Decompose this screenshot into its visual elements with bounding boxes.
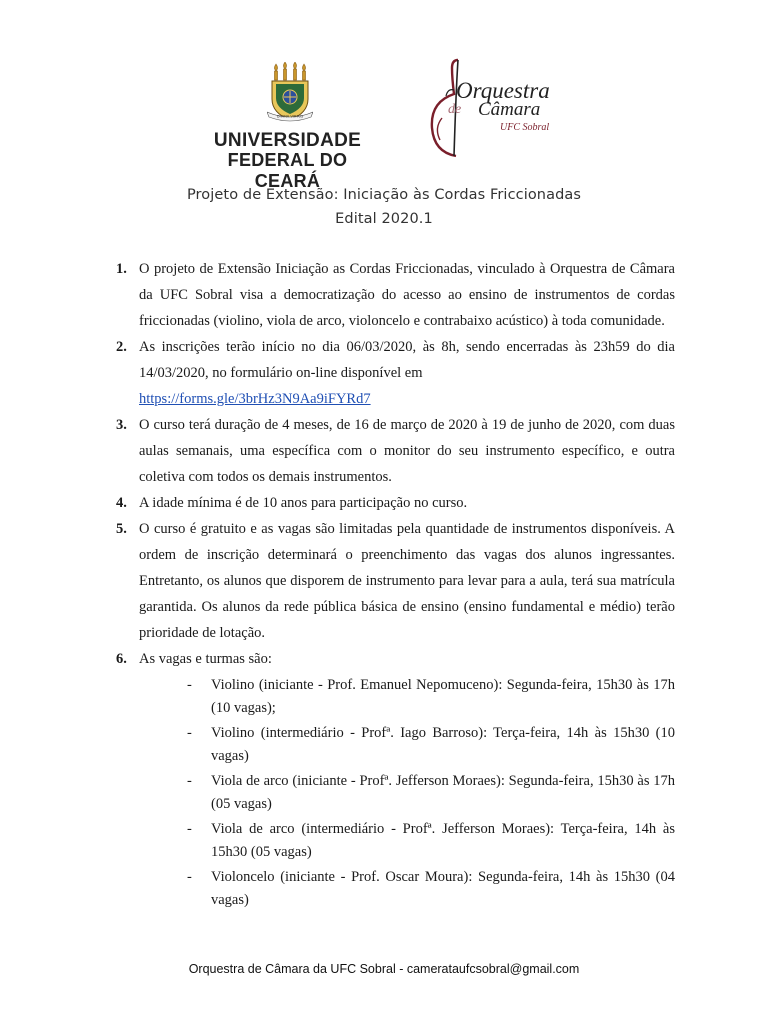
turmas-list (139, 674, 675, 912)
list-item (112, 412, 675, 490)
turma-text: Violino (iniciante - Prof. Emanuel Nepomuceno): Segunda-feira, 15h30 às 17h (10 vagas); (211, 677, 675, 716)
item-number: 6. (116, 651, 127, 667)
camara-word: Câmara (478, 99, 541, 120)
dash-bullet: - (187, 677, 192, 693)
document-subtitle: Edital 2020.1 (335, 211, 433, 227)
item-number: 5. (116, 521, 127, 537)
item-text: O projeto de Extensão Iniciação as Cordas Friccionadas, vinculado à Orquestra de Câmara da UFC Sobral visa a democratização do acesso ao ensino de instrumentos de cordas friccionadas (violino, viola de arco, violoncelo e contrabaixo acústico) à toda comunidade. (139, 261, 675, 329)
item-text: A idade mínima é de 10 anos para participação no curso. (139, 495, 468, 511)
turma-item (185, 818, 675, 864)
dash-bullet: - (187, 725, 192, 741)
document-body (112, 256, 675, 914)
turma-item (185, 770, 675, 816)
ufc-name-line-2: FEDERAL DO CEARÁ (227, 150, 348, 191)
de-word: de (448, 102, 462, 117)
orquestra-logo (418, 56, 568, 166)
list-item (112, 516, 675, 646)
item-number: 3. (116, 417, 127, 433)
item-number: 2. (116, 339, 127, 355)
dash-bullet: - (187, 821, 192, 837)
dash-bullet: - (187, 869, 192, 885)
list-item (112, 256, 675, 334)
turma-text: Viola de arco (intermediário - Profª. Jefferson Moraes): Terça-feira, 14h às 15h30 (05 vagas) (211, 821, 675, 860)
list-item (112, 490, 675, 516)
ufc-motto: DIVINA VIRTUS (276, 114, 304, 119)
turma-item (185, 674, 675, 720)
turma-item (185, 722, 675, 768)
document-title: Projeto de Extensão: Iniciação às Cordas Friccionadas (186, 187, 582, 203)
item-text: O curso terá duração de 4 meses, de 16 de março de 2020 à 19 de junho de 2020, com duas aulas semanais, uma específica com o monitor do seu instrumento específico, e outra coletiva com todos os demais instrumentos. (139, 417, 675, 485)
numbered-list (112, 256, 675, 912)
item-text: O curso é gratuito e as vagas são limitadas pela quantidade de instrumentos disponíveis. A ordem de inscrição determinará o preenchimento das vagas dos alunos ingressantes. Entretanto, os alunos que disporem de instrumento para levar para a aula, terá sua matrícula garantida. Os alunos da rede pública básica de ensino (ensino fundamental e médio) terão prioridade de lotação. (139, 521, 675, 641)
turma-text: Violoncelo (iniciante - Prof. Oscar Moura): Segunda-feira, 14h às 15h30 (04 vagas) (211, 869, 675, 908)
dash-bullet: - (187, 773, 192, 789)
list-item (112, 646, 675, 912)
item-number: 1. (116, 261, 127, 277)
orquestra-word: Orquestra (456, 78, 550, 103)
ufc-logo (205, 62, 370, 191)
item-text: As inscrições terão início no dia 06/03/2020, às 8h, sendo encerradas às 23h59 do dia 14/03/2020, no formulário on-line disponível em (139, 339, 675, 381)
turma-item (185, 866, 675, 912)
ufc-sobral-word: UFC Sobral (500, 122, 550, 133)
item-text: As vagas e turmas são: (139, 651, 272, 667)
ufc-name-line-1: UNIVERSIDADE (213, 130, 362, 151)
list-item (112, 334, 675, 412)
registration-form-link[interactable]: https://forms.gle/3brHz3N9Aa9iFYRd7 (139, 391, 371, 407)
ufc-crest-icon (267, 62, 313, 122)
page-footer: Orquestra de Câmara da UFC Sobral - camerataufcsobral@gmail.com (188, 962, 580, 976)
turma-text: Violino (intermediário - Profª. Iago Barroso): Terça-feira, 14h às 15h30 (10 vagas) (211, 725, 675, 764)
turma-text: Viola de arco (iniciante - Profª. Jefferson Moraes): Segunda-feira, 15h30 às 17h (05 vagas) (211, 773, 675, 812)
item-number: 4. (116, 495, 127, 511)
